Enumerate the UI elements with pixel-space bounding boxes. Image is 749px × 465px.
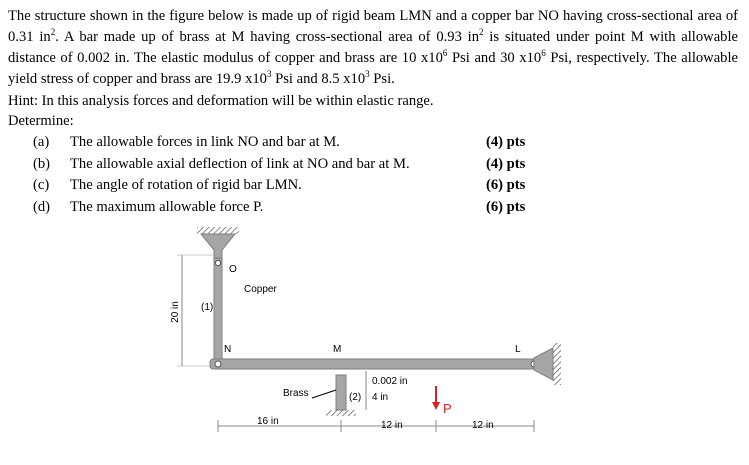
- ceiling-support: [197, 227, 239, 234]
- wall-bracket: [534, 348, 553, 380]
- brass-leader: [312, 390, 336, 398]
- question-points: (6) pts: [486, 199, 526, 215]
- gap-dimension-label: 0.002 in: [372, 376, 408, 387]
- brass-length-label: 4 in: [372, 392, 389, 403]
- ground-support: [326, 410, 356, 416]
- copper-bar: [214, 258, 222, 362]
- member-1-label: (1): [201, 302, 214, 313]
- question-points: (4) pts: [486, 156, 526, 172]
- question-text: The allowable axial deflection of link at NO and bar at M.: [70, 156, 410, 172]
- question-points: (4) pts: [486, 134, 526, 150]
- label-m: M: [333, 344, 342, 355]
- label-l: L: [515, 344, 521, 355]
- pin-n: [215, 361, 221, 367]
- dim-mp-label: 12 in: [381, 420, 403, 431]
- question-label: (a): [33, 134, 50, 150]
- question-points: (6) pts: [486, 177, 526, 193]
- question-label: (c): [33, 177, 50, 193]
- dim-nm-label: 16 in: [257, 416, 279, 427]
- load-label: P: [443, 401, 452, 416]
- top-bracket: [201, 234, 235, 258]
- hint-text: Hint: In this analysis forces and deformation will be within elastic range.: [8, 93, 434, 109]
- problem-statement: The structure shown in the figure below is made up of rigid beam LMN and a copper bar NO having cross-sectional area of 0.31 $in^2$. A bar made up of brass at M having cross-sectional area of 0.93 $in^2$ is situated under point M with allowable distance of 0.002 in. The elastic modulus of copper and brass are 10 $x10^6$ Psi and 30 $x10^6$ Psi, respectively. The allowable yield stress of copper and brass are 19.9 $x10^3$ Psi and 8.5 $x10^3$ Psi.: [8, 8, 739, 87]
- copper-label: Copper: [244, 284, 277, 295]
- label-n: N: [224, 344, 232, 355]
- structure-figure: [160, 220, 580, 460]
- determine-heading: Determine:: [8, 113, 74, 129]
- load-arrow-head: [432, 402, 440, 410]
- question-text: The maximum allowable force P.: [70, 199, 264, 215]
- question-text: The allowable forces in link NO and bar at M.: [70, 134, 340, 150]
- brass-label: Brass: [283, 388, 309, 399]
- label-o: O: [229, 264, 237, 275]
- height-dimension-label: 20 in: [170, 301, 181, 323]
- question-label: (d): [33, 199, 51, 215]
- question-item: [0, 132, 749, 153]
- rigid-beam: [210, 359, 546, 369]
- question-item: [0, 197, 749, 218]
- member-2-label: (2): [349, 392, 362, 403]
- pin-o: [215, 260, 220, 265]
- question-text: The angle of rotation of rigid bar LMN.: [70, 177, 302, 193]
- question-item: [0, 154, 749, 175]
- question-label: (b): [33, 156, 51, 172]
- dim-pl-label: 12 in: [472, 420, 494, 431]
- wall-support: [553, 343, 561, 385]
- brass-bar: [336, 375, 346, 410]
- question-item: [0, 175, 749, 196]
